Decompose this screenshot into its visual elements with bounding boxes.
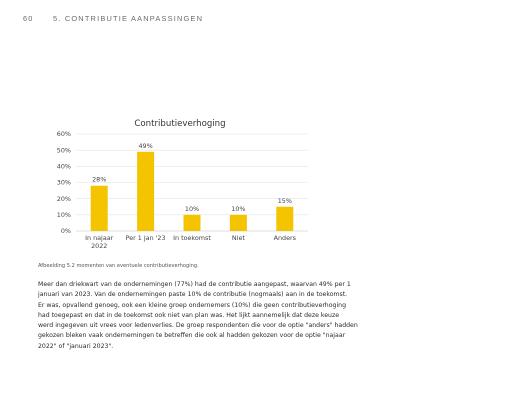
body-line: had toegepast en dat in de toekomst ook niet van plan was. Het lijkt aannemelijk dat deze keuze: [38, 311, 340, 319]
x-tick-label: In najaar: [85, 234, 114, 242]
data-label: 49%: [138, 141, 153, 150]
bar: [276, 207, 293, 231]
x-tick-label: Niet: [231, 234, 245, 242]
y-tick-label: 20%: [56, 194, 71, 203]
y-tick-label: 50%: [56, 146, 71, 155]
body-paragraph: [38, 280, 383, 352]
page-header: [23, 13, 203, 23]
bar: [137, 152, 154, 231]
chart-title: Contributieverhoging: [134, 119, 226, 129]
x-tick-label: Anders: [273, 234, 296, 242]
data-label: 28%: [92, 175, 107, 184]
body-line: Meer dan driekwart van de ondernemingen (77%) had de contributie aangepast, waarvan 49% per 1: [38, 281, 351, 288]
x-tick-label: In toekomst: [173, 234, 211, 242]
body-line: werd ingegeven uit vrees voor ledenverlies. De groep respondenten die voor de optie "anders" hadden: [38, 322, 358, 330]
chart-svg: [40, 110, 310, 260]
x-tick-label: 2022: [91, 242, 108, 250]
bar: [230, 215, 247, 231]
bar: [184, 215, 201, 231]
y-tick-label: 60%: [56, 130, 71, 139]
body-line: gekozen bleken vaak ondernemingen te betreffen die ook al hadden gekozen voor de optie "najaar: [38, 332, 346, 340]
data-label: 10%: [231, 204, 246, 213]
data-label: 10%: [184, 204, 200, 213]
body-line: Er was, opvallend genoeg, ook een kleine groep ondernemers (10%) die geen contributieverhoging: [38, 301, 347, 309]
y-tick-label: 0%: [60, 227, 71, 236]
body-line: 2022" of "januari 2023".: [38, 342, 114, 350]
y-tick-label: 10%: [56, 211, 71, 220]
bar: [91, 186, 108, 231]
x-tick-label: Per 1 jan '23: [125, 234, 166, 242]
page-number: 60: [23, 13, 34, 23]
figure-caption: Afbeelding 5.2 momenten van eventuele contributieverhoging.: [38, 263, 199, 269]
bar-chart: [40, 110, 310, 260]
y-tick-label: 30%: [56, 178, 71, 187]
data-label: 15%: [277, 196, 292, 205]
y-tick-label: 40%: [56, 162, 71, 171]
body-line: januari van 2023. Van de ondernemingen paste 10% de contributie (nogmaals) aan in de toekomst.: [38, 291, 348, 299]
chapter-title: 5. CONTRIBUTIE AANPASSINGEN: [53, 13, 204, 23]
